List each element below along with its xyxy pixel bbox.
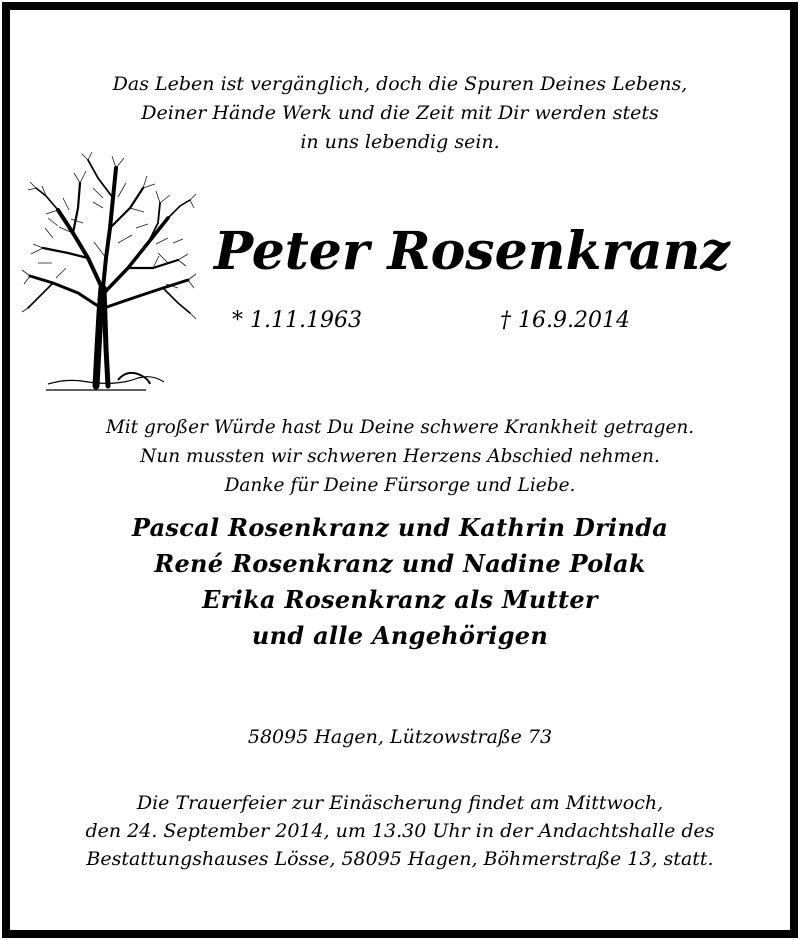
birth-date: * 1.11.1963 bbox=[232, 308, 362, 333]
tree-icon bbox=[18, 148, 200, 396]
family-address: 58095 Hagen, Lützowstraße 73 bbox=[247, 726, 553, 748]
mourners-list bbox=[0, 510, 800, 654]
mourner-line: Pascal Rosenkranz und Kathrin Drinda bbox=[131, 513, 669, 542]
mourner-line: und alle Angehörigen bbox=[251, 621, 549, 650]
verse-line: in uns lebendig sein. bbox=[300, 131, 500, 153]
ceremony-line: Die Trauerfeier zur Einäscherung findet am Mittwoch, bbox=[136, 792, 664, 814]
mourner-line: Erika Rosenkranz als Mutter bbox=[202, 585, 598, 614]
ceremony-notice bbox=[0, 789, 800, 873]
message-line: Mit großer Würde hast Du Deine schwere Krankheit getragen. bbox=[105, 417, 695, 438]
ceremony-line: den 24. September 2014, um 13.30 Uhr in der Andachtshalle des bbox=[85, 820, 715, 842]
message-line: Nun mussten wir schweren Herzens Abschied nehmen. bbox=[140, 446, 660, 467]
verse-line: Deiner Hände Werk und die Zeit mit Dir werden stets bbox=[141, 102, 659, 124]
deceased-name: Peter Rosenkranz bbox=[214, 221, 730, 282]
farewell-message bbox=[0, 413, 800, 500]
mourner-line: René Rosenkranz und Nadine Polak bbox=[154, 549, 646, 578]
ceremony-line: Bestattungshauses Lösse, 58095 Hagen, Böhmerstraße 13, statt. bbox=[86, 848, 714, 870]
death-date: † 16.9.2014 bbox=[500, 308, 630, 333]
verse-line: Das Leben ist vergänglich, doch die Spuren Deines Lebens, bbox=[112, 73, 688, 95]
message-line: Danke für Deine Fürsorge und Liebe. bbox=[224, 475, 576, 496]
memorial-verse bbox=[0, 70, 800, 157]
